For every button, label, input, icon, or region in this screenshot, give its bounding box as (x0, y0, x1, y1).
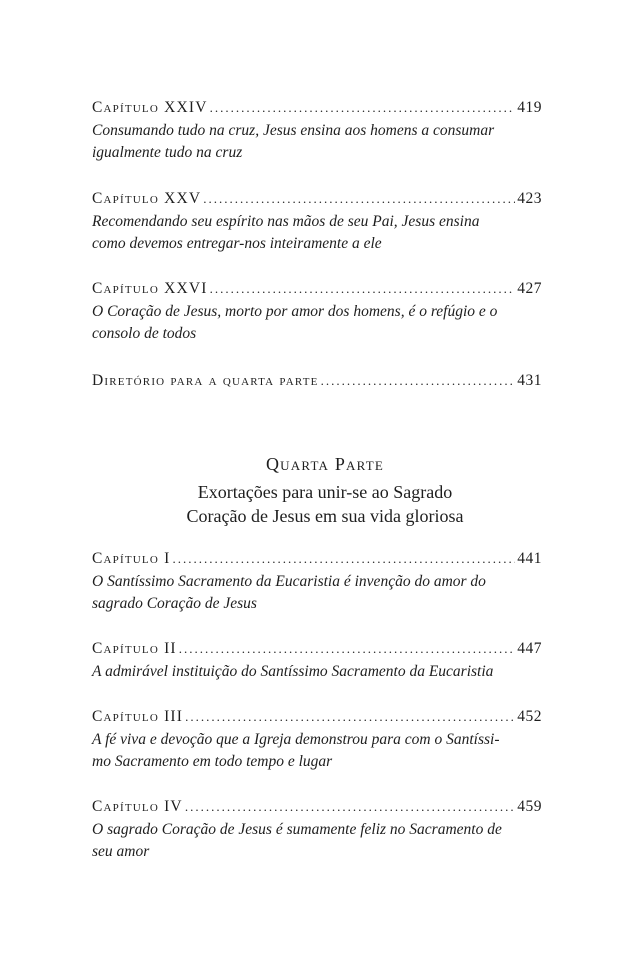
toc-entry-capitulo-i (92, 547, 542, 615)
dot-leader (185, 705, 515, 729)
chapter-description (92, 301, 542, 345)
toc-entry-capitulo-iv (92, 795, 542, 863)
chapter-label: Capítulo XXIV (92, 99, 208, 116)
description-line: A admirável instituição do Santíssimo Sacramento da Eucaristia (92, 663, 494, 680)
page-number: 447 (517, 640, 542, 657)
toc-entry-heading (92, 795, 542, 819)
toc-entry-diretorio (92, 369, 542, 393)
dot-leader (210, 277, 516, 301)
chapter-description (92, 819, 542, 863)
chapter-label: Capítulo II (92, 640, 177, 657)
description-line: consolo de todos (92, 325, 197, 342)
toc-entry-capitulo-iii (92, 705, 542, 773)
page-number: 459 (517, 798, 542, 815)
part-subtitle-line: Coração de Jesus em sua vida gloriosa (186, 506, 464, 526)
chapter-label: Capítulo III (92, 708, 184, 725)
page-number: 452 (517, 708, 542, 725)
description-line: A fé viva e devoção que a Igreja demonstrou para com o Santíssi- (92, 731, 500, 748)
toc-entry-heading (92, 277, 542, 301)
part-subtitle (60, 480, 590, 528)
page-number: 441 (517, 550, 542, 567)
part-subtitle-line: Exortações para unir-se ao Sagrado (197, 482, 453, 502)
toc-entry-capitulo-xxv (92, 187, 542, 255)
part-title: Quarta Parte (265, 454, 385, 474)
toc-entry-heading (92, 547, 542, 571)
toc-entry-capitulo-ii (92, 637, 542, 683)
chapter-description (92, 571, 542, 615)
description-line: O Coração de Jesus, morto por amor dos homens, é o refúgio e o (92, 303, 498, 320)
description-line: seu amor (92, 843, 150, 860)
dot-leader (321, 369, 516, 393)
description-line: mo Sacramento em todo tempo e lugar (92, 753, 333, 770)
dot-leader (203, 187, 515, 211)
dot-leader (185, 795, 515, 819)
description-line: Consumando tudo na cruz, Jesus ensina aos homens a consumar (92, 122, 495, 139)
toc-entry-heading (92, 637, 542, 661)
toc-entry-heading (92, 705, 542, 729)
description-line: igualmente tudo na cruz (92, 144, 243, 161)
chapter-label: Capítulo IV (92, 798, 183, 815)
chapter-label: Diretório para a quarta parte (92, 372, 319, 389)
chapter-label: Capítulo XXV (92, 190, 202, 207)
toc-entry-heading (92, 369, 542, 393)
chapter-description (92, 211, 542, 255)
page-number: 423 (517, 190, 542, 207)
description-line: O sagrado Coração de Jesus é sumamente feliz no Sacramento de (92, 821, 502, 838)
chapter-description (92, 729, 542, 773)
chapter-label: Capítulo I (92, 550, 171, 567)
toc-entry-capitulo-xxiv (92, 96, 542, 164)
dot-leader (179, 637, 515, 661)
chapter-label: Capítulo XXVI (92, 280, 208, 297)
chapter-description (92, 120, 542, 164)
description-line: O Santíssimo Sacramento da Eucaristia é invenção do amor do (92, 573, 486, 590)
dot-leader (172, 547, 515, 571)
page-number: 431 (517, 372, 542, 389)
description-line: sagrado Coração de Jesus (92, 595, 257, 612)
page-number: 419 (517, 99, 542, 116)
toc-entry-heading (92, 96, 542, 120)
description-line: como devemos entregar-nos inteiramente a ele (92, 235, 382, 252)
dot-leader (210, 96, 516, 120)
toc-entry-heading (92, 187, 542, 211)
chapter-description (92, 661, 542, 683)
toc-entry-capitulo-xxvi (92, 277, 542, 345)
page-number: 427 (517, 280, 542, 297)
description-line: Recomendando seu espírito nas mãos de seu Pai, Jesus ensina (92, 213, 480, 230)
